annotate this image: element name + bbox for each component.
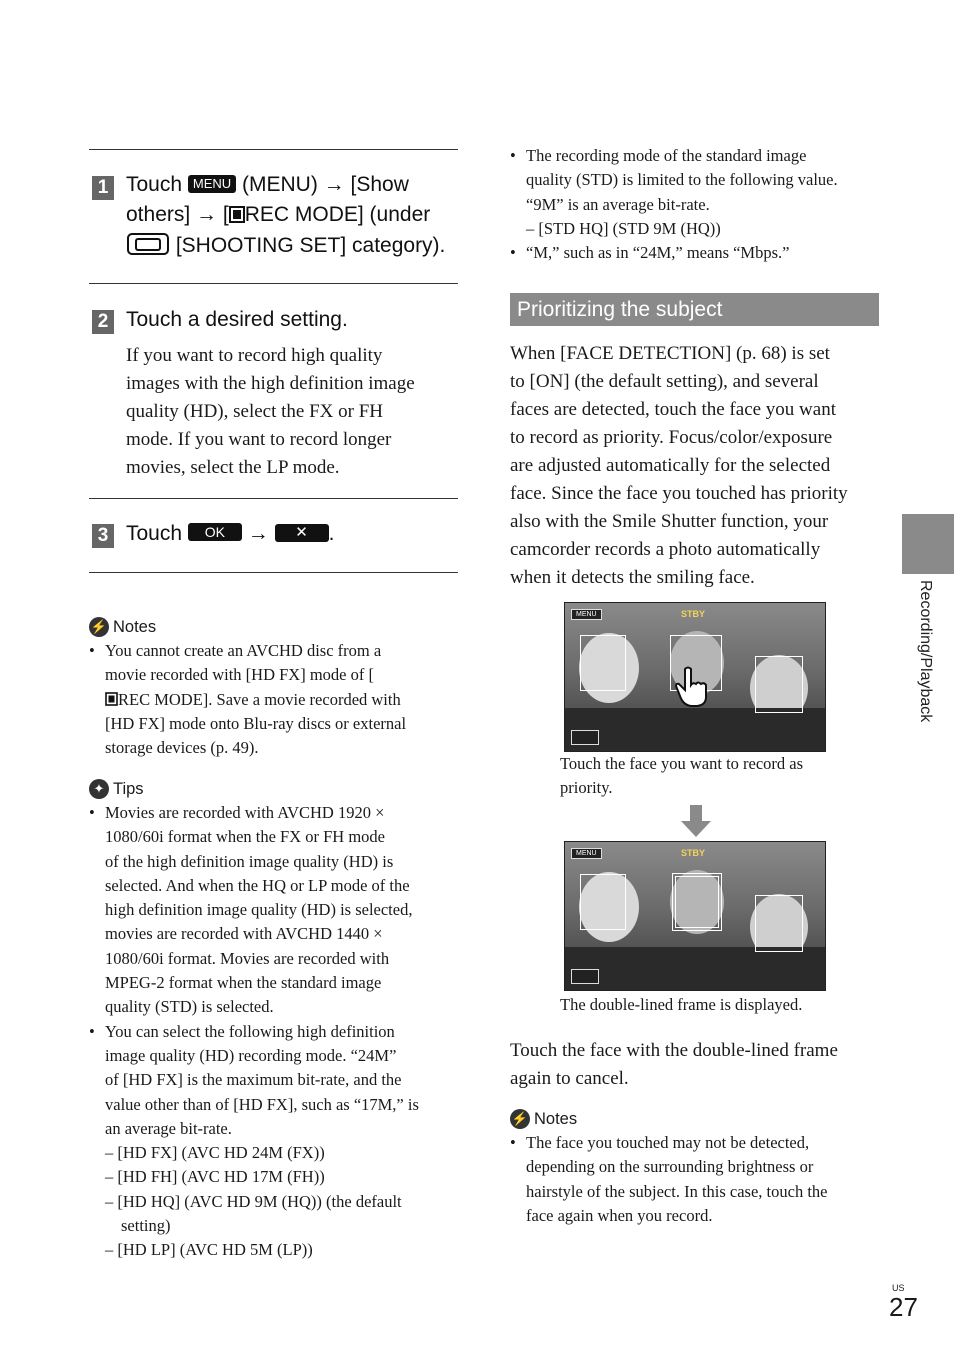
bullet-line: • The recording mode of the standard image: [526, 146, 807, 165]
down-arrow-icon: [681, 805, 711, 837]
step-1-part4: [SHOOTING SET] category).: [170, 234, 446, 257]
caption-line: Touch the face you want to record as: [560, 754, 804, 773]
tip-item: [89, 801, 459, 1020]
step-number: 1: [92, 176, 114, 200]
clothing-image: [565, 947, 825, 990]
section-heading: Prioritizing the subject: [510, 293, 879, 326]
note-line: face again when you record.: [526, 1205, 713, 1225]
side-tab-marker: [902, 514, 954, 574]
right-bullets: [510, 144, 890, 265]
step-2-line: If you want to record high quality: [126, 345, 383, 366]
body-line: again to cancel.: [510, 1068, 629, 1089]
bullet-line: – [STD HQ] (STD 9M (HQ)): [526, 218, 721, 238]
step-2-line: movies, select the LP mode.: [126, 457, 340, 478]
tip-line: an average bit-rate.: [105, 1118, 232, 1138]
tip-line: 1080/60i format when the FX or FH mode: [105, 827, 386, 847]
step-2-line: images with the high definition image: [126, 373, 415, 394]
sublist-item: – [HD FX] (AVC HD 24M (FX)): [105, 1143, 325, 1163]
step-1-part1: (MENU) → [Show: [236, 173, 409, 196]
body-line: to record as priority. Focus/color/exposure: [510, 427, 833, 448]
tip-line: quality (STD) is selected.: [105, 997, 274, 1017]
body-line: faces are detected, touch the face you want: [510, 399, 836, 420]
body-line: When [FACE DETECTION] (p. 68) is set: [510, 343, 830, 364]
body-line: are adjusted automatically for the selected: [510, 455, 831, 476]
tips-heading: [89, 779, 459, 799]
bullet-line: “9M” is an average bit-rate.: [526, 194, 710, 214]
photo-2-caption: The double-lined frame is displayed.: [560, 995, 803, 1014]
bullet-line: quality (STD) is limited to the following value.: [526, 170, 838, 190]
step-number: 3: [92, 524, 114, 548]
clothing-image: [565, 708, 825, 751]
standby-indicator: STBY: [681, 609, 706, 619]
film-icon: [105, 692, 118, 706]
notes-icon: ⚡: [89, 617, 109, 637]
divider: [89, 498, 458, 499]
tip-line: of [HD FX] is the maximum bit-rate, and the: [105, 1070, 402, 1090]
body-line: to [ON] (the default setting), and several: [510, 371, 819, 392]
notes-heading: [510, 1109, 890, 1129]
note-line: [HD FX] mode onto Blu-ray discs or external: [105, 713, 407, 733]
divider: [89, 572, 458, 573]
face-frame: [580, 874, 626, 930]
body-line: face. Since the face you touched has priority: [510, 483, 848, 504]
sublist-item: – [HD FH] (AVC HD 17M (FH)): [105, 1167, 325, 1187]
face-frame: [755, 895, 803, 952]
tip-line: value other than of [HD FX], such as “17M,” is: [105, 1094, 419, 1114]
face-frame: [755, 656, 803, 713]
bullet-item: [510, 144, 890, 241]
body-line: when it detects the smiling face.: [510, 567, 755, 588]
camera-screen-2: [564, 841, 826, 991]
tips-block: [89, 779, 459, 1263]
sublist-item: – [HD HQ] (AVC HD 9M (HQ)) (the default setting): [105, 1191, 402, 1236]
note-line: movie recorded with [HD FX] mode of [: [105, 665, 374, 685]
step-2-text: Touch a desired setting.: [126, 308, 348, 331]
step-3-pre: Touch: [126, 522, 183, 545]
bullet-line: • “M,” such as in “24M,” means “Mbps.”: [526, 243, 790, 263]
note-line: [105, 688, 459, 712]
section-body: [510, 340, 890, 592]
note-line-text: REC MODE]. Save a movie recorded with: [118, 689, 401, 709]
tip-line: high definition image quality (HD) is selected,: [105, 900, 413, 920]
step-1-part2: others] → [: [126, 203, 229, 226]
note-line: hairstyle of the subject. In this case, touch the: [526, 1181, 828, 1201]
menu-badge: MENU: [188, 175, 236, 193]
tip-line: of the high definition image quality (HD) is: [105, 851, 394, 871]
region-code: US: [892, 1283, 905, 1293]
step-1-part3: REC MODE] (under: [244, 203, 431, 226]
body-line: Touch the face with the double-lined frame: [510, 1040, 838, 1061]
step-2-line: quality (HD), select the FX or FH: [126, 401, 383, 422]
tip-sublist: [89, 1141, 445, 1262]
playback-icon: [571, 969, 599, 984]
arrow-icon: →: [247, 522, 269, 545]
note-line: • You cannot create an AVCHD disc from a: [105, 641, 382, 660]
note-line: depending on the surrounding brightness or: [526, 1157, 814, 1177]
face-frame: [580, 635, 626, 691]
step-2-body: [126, 342, 466, 482]
film-icon: [229, 206, 245, 223]
side-tab: [912, 580, 936, 750]
close-button: ✕: [275, 524, 329, 542]
tip-line: image quality (HD) recording mode. “24M”: [105, 1045, 397, 1065]
page-number: 27: [889, 1292, 918, 1322]
tips-title: Tips: [113, 779, 144, 798]
notes-title: Notes: [534, 1109, 578, 1128]
step-number: 2: [92, 310, 114, 334]
tip-line: selected. And when the HQ or LP mode of the: [105, 875, 410, 895]
step-2-line: mode. If you want to record longer: [126, 429, 392, 450]
camera-screen-1: [564, 602, 826, 752]
photo-1-caption: [560, 752, 880, 801]
divider: [89, 283, 458, 284]
ok-button: OK: [188, 523, 242, 541]
notes-block: [510, 1109, 890, 1228]
step-1-text: [126, 170, 466, 261]
body-line: also with the Smile Shutter function, your: [510, 511, 829, 532]
tip-line: MPEG-2 format when the standard image: [105, 973, 382, 993]
camera-mode-icon: [126, 230, 170, 256]
notes-block: [89, 617, 459, 760]
lightbulb-icon: ✦: [89, 779, 109, 799]
step-3-text: [126, 519, 334, 549]
cancel-instruction: [510, 1037, 890, 1093]
body-line: camcorder records a photo automatically: [510, 539, 821, 560]
note-line: storage devices (p. 49).: [105, 738, 259, 758]
touch-hand-icon: [675, 665, 707, 707]
tip-line: movies are recorded with AVCHD 1440 ×: [105, 924, 383, 944]
tip-line: • You can select the following high definition: [105, 1021, 395, 1041]
playback-icon: [571, 730, 599, 745]
tip-item: [89, 1020, 459, 1141]
notes-heading: [89, 617, 459, 637]
menu-button-icon: MENU: [571, 848, 602, 859]
sublist-item: – [HD LP] (AVC HD 5M (LP)): [105, 1240, 313, 1260]
note-line: • The face you touched may not be detected,: [526, 1133, 810, 1152]
note-item: [510, 1131, 890, 1228]
double-lined-face-frame: [675, 876, 719, 928]
tip-line: • Movies are recorded with AVCHD 1920 ×: [105, 803, 385, 822]
note-item: [89, 639, 459, 760]
divider: [89, 149, 458, 150]
side-tab-label: Recording/Playback: [917, 580, 934, 723]
bullet-item: [510, 241, 890, 265]
step-3-end: .: [328, 522, 335, 545]
notes-icon: ⚡: [510, 1109, 530, 1129]
menu-button-icon: MENU: [571, 609, 602, 620]
tip-line: 1080/60i format. Movies are recorded with: [105, 948, 390, 968]
standby-indicator: STBY: [681, 848, 706, 858]
step-1-pre: Touch: [126, 173, 183, 196]
caption-line: priority.: [560, 778, 613, 798]
notes-title: Notes: [113, 617, 157, 636]
